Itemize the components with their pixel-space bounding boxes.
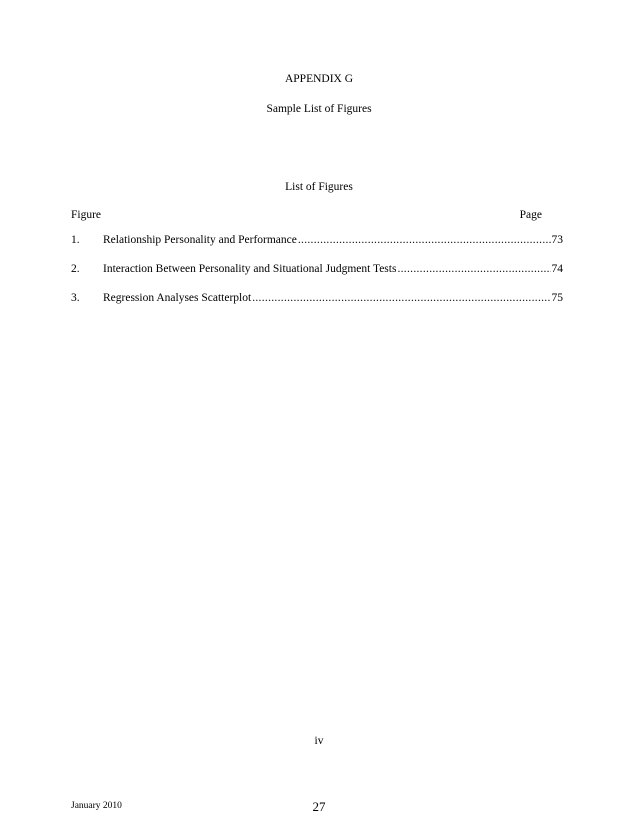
page-column-header: Page	[519, 209, 542, 221]
list-item	[71, 292, 563, 307]
appendix-title: APPENDIX G	[284, 73, 354, 85]
footer-date: January 2010	[71, 801, 122, 811]
figure-title: Interaction Between Personality and Situational Judgment Tests	[103, 263, 397, 275]
dot-leader	[252, 292, 550, 304]
list-item	[71, 234, 563, 249]
dot-leader	[397, 263, 550, 275]
roman-page-number: iv	[314, 735, 324, 747]
dot-leader	[298, 234, 551, 246]
figure-number: 1.	[71, 234, 80, 246]
figure-page-number: 74	[551, 263, 563, 275]
figure-title: Relationship Personality and Performance	[103, 234, 297, 246]
list-item	[71, 263, 563, 278]
figure-number: 2.	[71, 263, 80, 275]
footer-page-number: 27	[312, 799, 326, 814]
figure-page-number: 73	[551, 234, 563, 246]
figure-list	[71, 234, 563, 321]
figure-title: Regression Analyses Scatterplot	[103, 292, 252, 304]
figure-number: 3.	[71, 292, 80, 304]
list-of-figures-title: List of Figures	[285, 181, 353, 193]
figure-page-number: 75	[551, 292, 563, 304]
appendix-subtitle: Sample List of Figures	[266, 103, 372, 115]
figure-column-header: Figure	[71, 209, 102, 221]
